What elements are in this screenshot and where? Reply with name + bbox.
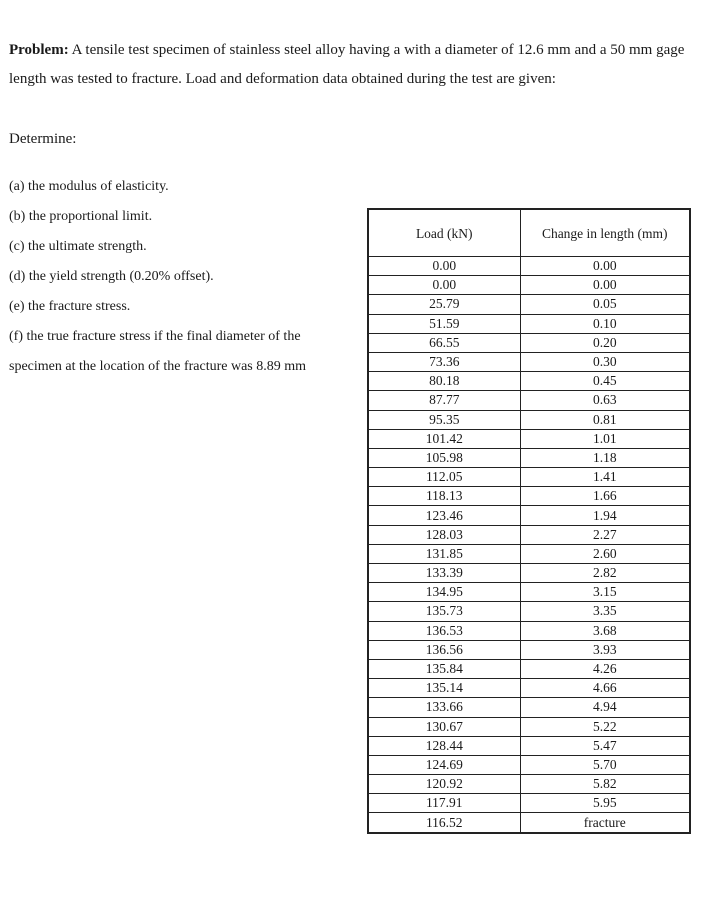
table-row (368, 736, 690, 755)
table-row (368, 794, 690, 813)
load-cell: 128.03 (368, 525, 520, 544)
load-cell: 133.39 (368, 564, 520, 583)
problem-label: Problem: (9, 42, 69, 58)
change-in-length-cell: 0.45 (520, 372, 690, 391)
question-f: (f) the true fracture stress if the final diameter of the specimen at the location of the fracture was 8.89 mm (9, 329, 307, 374)
table-row (368, 775, 690, 794)
change-in-length-cell: 1.01 (520, 429, 690, 448)
table-row (368, 391, 690, 410)
determine-heading: Determine: (9, 131, 77, 147)
load-deformation-table (367, 208, 691, 834)
change-in-length-cell: 0.00 (520, 257, 690, 276)
change-in-length-cell: 4.94 (520, 698, 690, 717)
problem-statement (9, 36, 709, 94)
question-c: (c) the ultimate strength. (9, 239, 147, 254)
problem-text: A tensile test specimen of stainless steel alloy having a with a diameter of 12.6 mm and a 50 mm gage length was tested to fracture. Load and deformation data obtained during the test are given: (9, 42, 685, 87)
table-row (368, 468, 690, 487)
change-in-length-cell: 5.47 (520, 736, 690, 755)
question-a: (a) the modulus of elasticity. (9, 179, 169, 194)
table-body (368, 257, 690, 833)
table-row (368, 314, 690, 333)
change-in-length-cell: 1.94 (520, 506, 690, 525)
load-cell: 133.66 (368, 698, 520, 717)
load-cell: 116.52 (368, 813, 520, 833)
change-in-length-cell: 4.26 (520, 659, 690, 678)
table-row (368, 602, 690, 621)
table-row (368, 621, 690, 640)
load-cell: 51.59 (368, 314, 520, 333)
load-cell: 136.53 (368, 621, 520, 640)
table-row (368, 698, 690, 717)
load-cell: 134.95 (368, 583, 520, 602)
load-cell: 66.55 (368, 333, 520, 352)
change-in-length-cell: 0.10 (520, 314, 690, 333)
change-in-length-cell: 0.00 (520, 276, 690, 295)
change-in-length-cell: 5.82 (520, 775, 690, 794)
load-cell: 118.13 (368, 487, 520, 506)
table-row (368, 372, 690, 391)
table-row (368, 583, 690, 602)
load-cell: 135.14 (368, 679, 520, 698)
header-load: Load (kN) (368, 209, 520, 257)
table-row (368, 333, 690, 352)
table-row (368, 640, 690, 659)
table-row (368, 448, 690, 467)
load-cell: 135.73 (368, 602, 520, 621)
change-in-length-cell: 0.63 (520, 391, 690, 410)
change-in-length-cell: 3.15 (520, 583, 690, 602)
table-row (368, 257, 690, 276)
question-e: (e) the fracture stress. (9, 299, 131, 314)
table-row (368, 295, 690, 314)
change-in-length-cell: 5.22 (520, 717, 690, 736)
change-in-length-cell: 1.41 (520, 468, 690, 487)
change-in-length-cell: 2.60 (520, 544, 690, 563)
load-cell: 123.46 (368, 506, 520, 525)
table-row (368, 717, 690, 736)
load-cell: 101.42 (368, 429, 520, 448)
change-in-length-cell: 3.68 (520, 621, 690, 640)
change-in-length-cell: 1.18 (520, 448, 690, 467)
change-in-length-cell: 4.66 (520, 679, 690, 698)
load-cell: 80.18 (368, 372, 520, 391)
change-in-length-cell: 1.66 (520, 487, 690, 506)
load-cell: 131.85 (368, 544, 520, 563)
change-in-length-cell: 2.27 (520, 525, 690, 544)
table-row (368, 679, 690, 698)
table-row (368, 487, 690, 506)
change-in-length-cell: 5.70 (520, 755, 690, 774)
load-cell: 124.69 (368, 755, 520, 774)
table-row (368, 525, 690, 544)
change-in-length-cell: 0.30 (520, 352, 690, 371)
load-cell: 135.84 (368, 659, 520, 678)
table-row (368, 659, 690, 678)
load-cell: 105.98 (368, 448, 520, 467)
table-row (368, 276, 690, 295)
load-cell: 117.91 (368, 794, 520, 813)
load-cell: 136.56 (368, 640, 520, 659)
change-in-length-cell: fracture (520, 813, 690, 833)
load-cell: 130.67 (368, 717, 520, 736)
table-row (368, 429, 690, 448)
load-cell: 87.77 (368, 391, 520, 410)
change-in-length-cell: 0.81 (520, 410, 690, 429)
change-in-length-cell: 5.95 (520, 794, 690, 813)
question-list (9, 172, 369, 382)
table-row (368, 352, 690, 371)
table-row (368, 564, 690, 583)
change-in-length-cell: 0.05 (520, 295, 690, 314)
load-cell: 95.35 (368, 410, 520, 429)
load-cell: 25.79 (368, 295, 520, 314)
table-row (368, 410, 690, 429)
load-cell: 0.00 (368, 257, 520, 276)
change-in-length-cell: 0.20 (520, 333, 690, 352)
table-row (368, 755, 690, 774)
load-cell: 112.05 (368, 468, 520, 487)
load-cell: 0.00 (368, 276, 520, 295)
load-cell: 128.44 (368, 736, 520, 755)
table-row (368, 506, 690, 525)
change-in-length-cell: 3.35 (520, 602, 690, 621)
table-row (368, 813, 690, 833)
change-in-length-cell: 2.82 (520, 564, 690, 583)
table-row (368, 544, 690, 563)
change-in-length-cell: 3.93 (520, 640, 690, 659)
load-cell: 120.92 (368, 775, 520, 794)
load-cell: 73.36 (368, 352, 520, 371)
header-change-in-length: Change in length (mm) (520, 209, 690, 257)
question-d: (d) the yield strength (0.20% offset). (9, 269, 214, 284)
table-header-row (368, 209, 690, 257)
question-b: (b) the proportional limit. (9, 209, 153, 224)
